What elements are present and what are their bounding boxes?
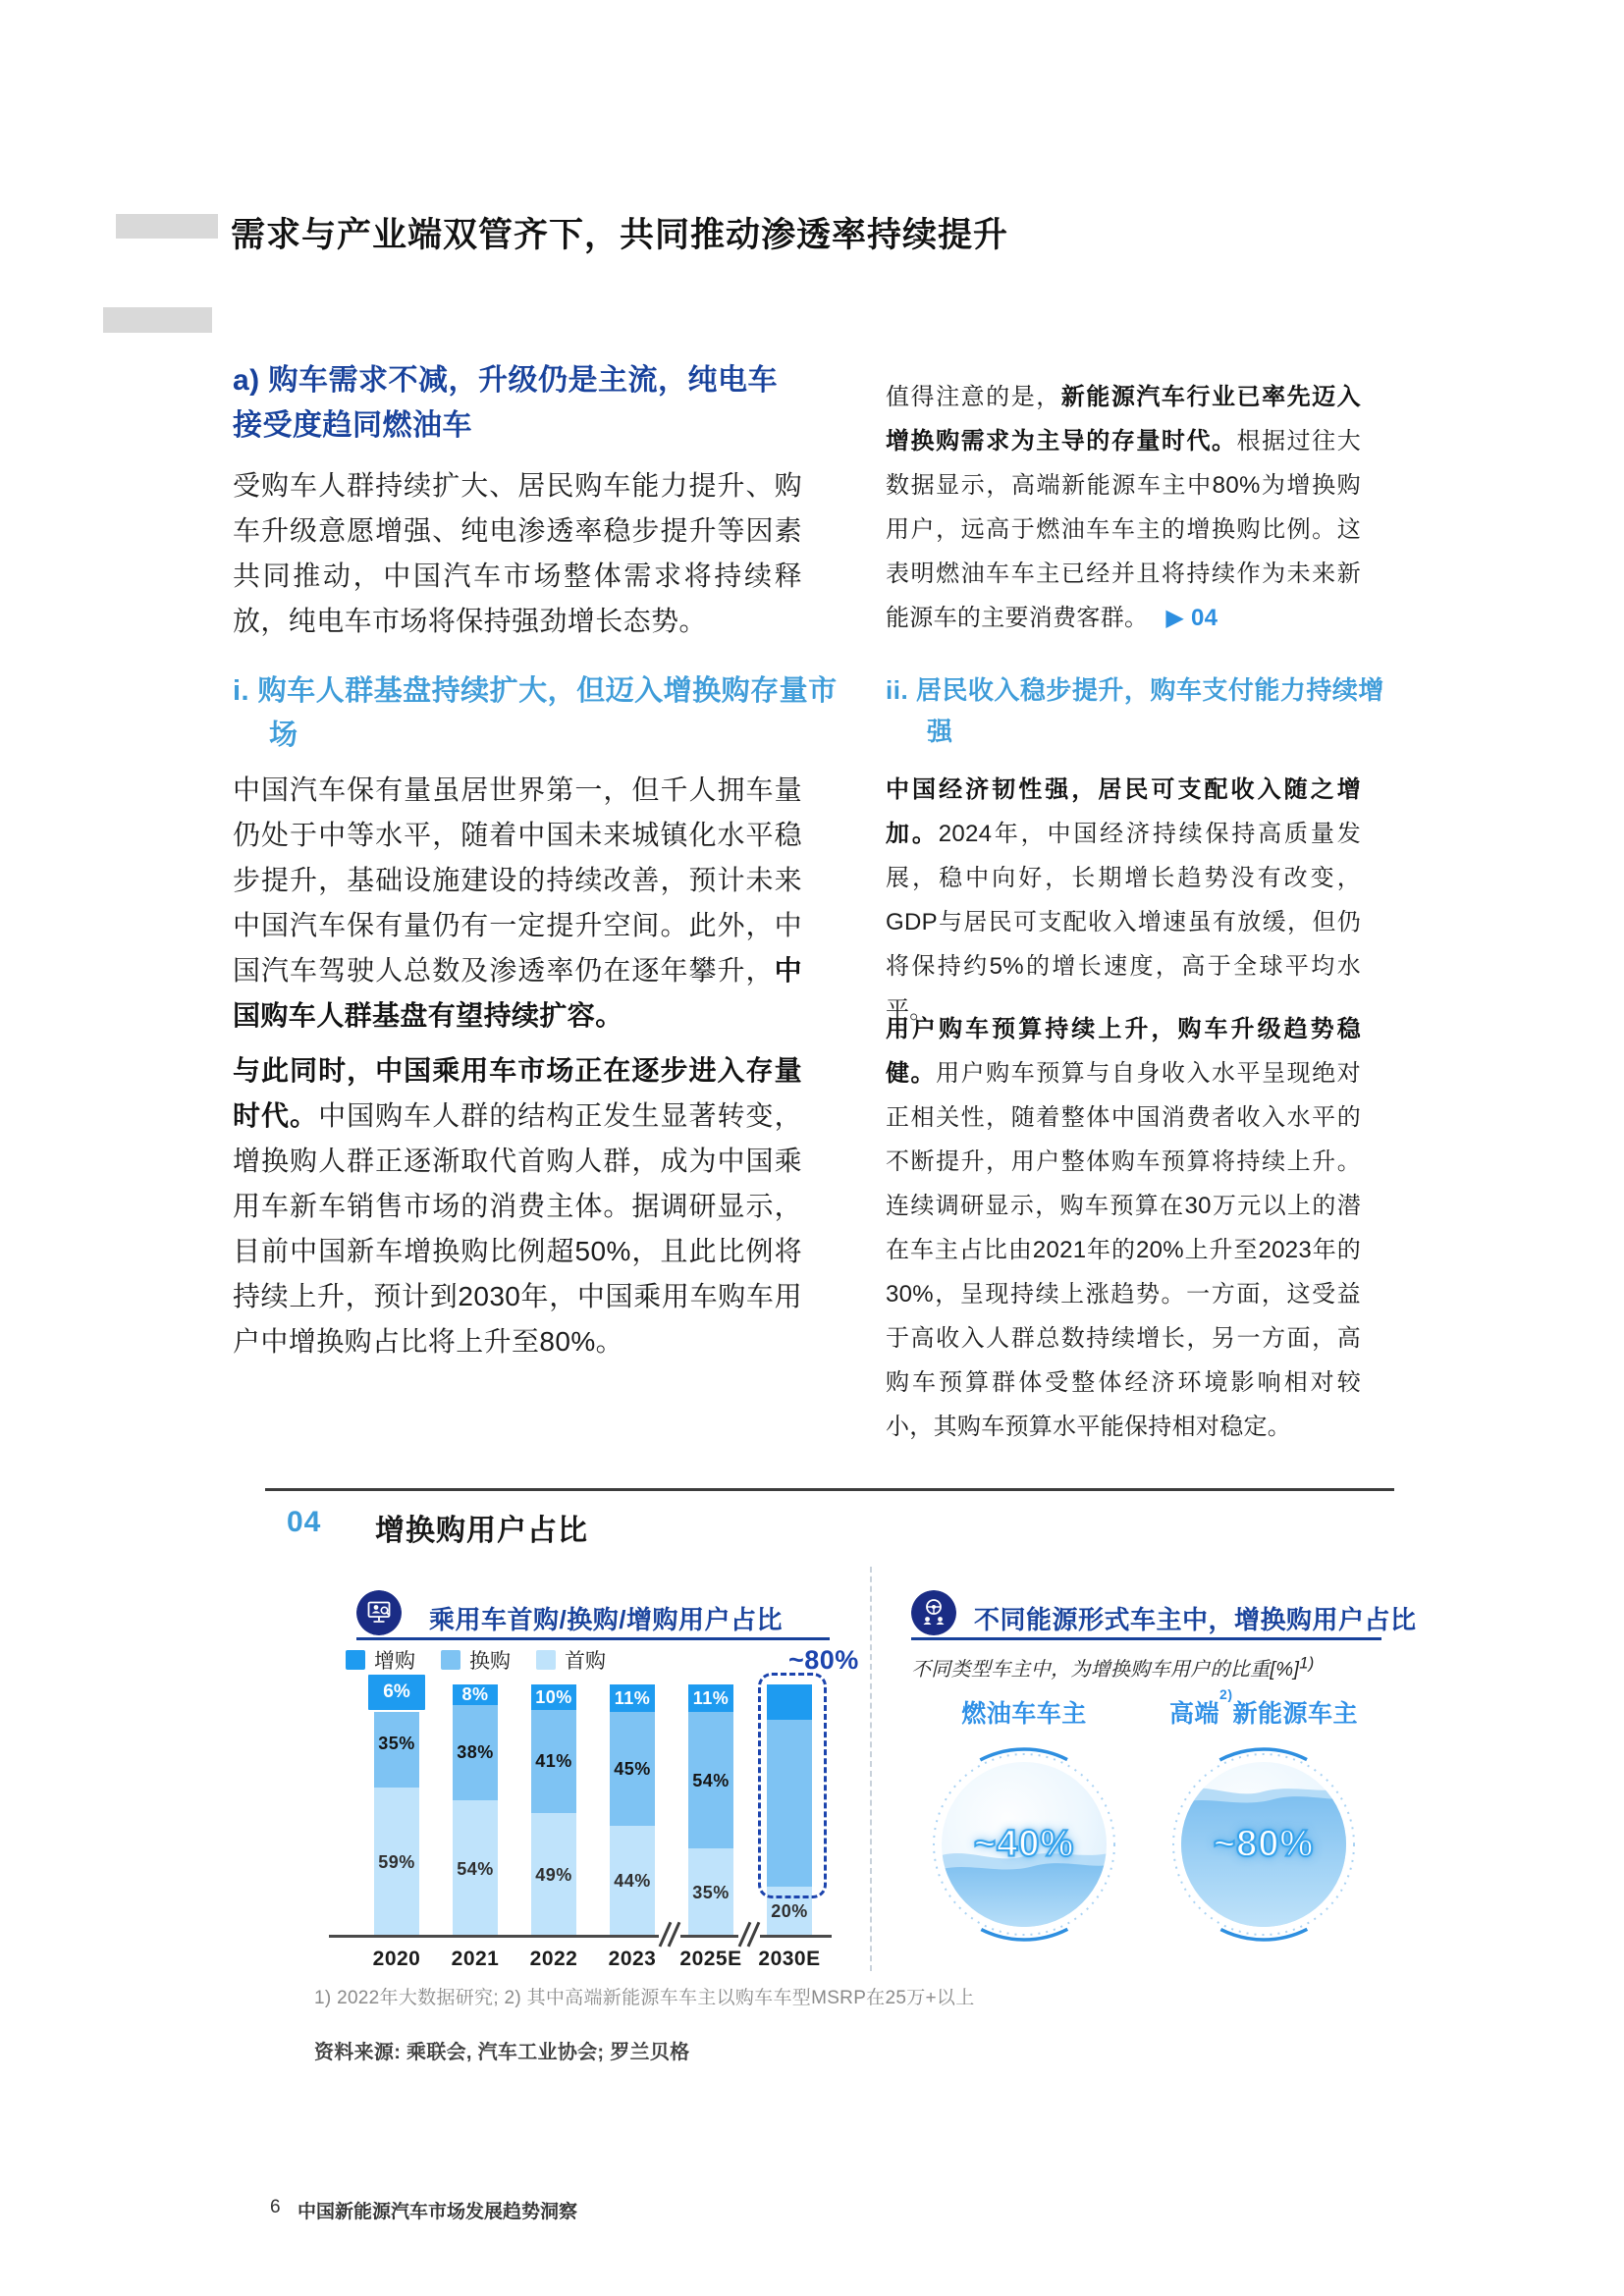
heading-a: a) 购车需求不减，升级仍是主流，纯电车接受度趋同燃油车 xyxy=(233,364,779,442)
left-paragraph-1: 受购车人群持续扩大、居民购车能力提升、购车升级意愿增强、纯电渗透率稳步提升等因素共同推动，中国汽车市场整体需求将持续释放，纯电车市场将保持强劲增长态势。 xyxy=(233,470,802,636)
legend-item xyxy=(346,1645,415,1675)
bar-segment-首购: 44% xyxy=(610,1826,655,1937)
axis-break-icon xyxy=(659,1924,680,1946)
left-p2-bold: 中国购车人群基盘有望持续扩容。 xyxy=(233,955,802,1031)
right-paragraph-1 xyxy=(886,375,1361,640)
figure-title: 增换购用户占比 xyxy=(375,1515,588,1547)
bar-segment-换购: 41% xyxy=(531,1710,576,1813)
bar-segment-首购: 49% xyxy=(531,1813,576,1937)
legend-swatch-icon xyxy=(346,1650,365,1670)
left-panel-underline xyxy=(356,1637,830,1640)
right-panel-title: 不同能源形式车主中，增换购用户占比 xyxy=(974,1605,1417,1634)
figure-04-reference[interactable]: ▶ 04 xyxy=(1165,605,1218,631)
gauge-label-text: 高端 xyxy=(1169,1700,1220,1728)
page-title: 需求与产业端双管齐下，共同推动渗透率持续提升 xyxy=(231,216,1009,254)
x-axis-label: 2023 xyxy=(608,1948,657,1970)
bar-2023 xyxy=(610,1684,655,1937)
gauge-fuel-owners xyxy=(941,1694,1108,1928)
bar-2020-top-label-chip: 6% xyxy=(366,1673,427,1712)
deco-bar-bottom xyxy=(103,307,212,333)
left-paragraph-2 xyxy=(233,768,802,1039)
x-axis-label: 2030E xyxy=(758,1948,821,1970)
highlight-dashed-box xyxy=(758,1673,827,1898)
bar-segment-增购: 10% xyxy=(531,1684,576,1710)
gauge-fuel-label xyxy=(941,1694,1108,1730)
bar-segment-增购: 11% xyxy=(688,1684,733,1712)
left-p3-bold: 与此同时，中国乘用车市场正在逐步进入存量时代。 xyxy=(233,1055,802,1131)
right-paragraph-2 xyxy=(886,768,1361,1033)
bar-segment-换购: 54% xyxy=(688,1712,733,1848)
figure-number: 04 xyxy=(287,1506,322,1538)
right-p3-bold: 用户购车预算持续上升，购车升级趋势稳健。 xyxy=(886,1016,1361,1087)
bar-chart-xlabels xyxy=(372,1948,821,1971)
figure-top-rule xyxy=(265,1488,1394,1491)
legend-label: 增购 xyxy=(374,1650,415,1673)
water-gauge-80 xyxy=(1180,1761,1347,1928)
panel-divider xyxy=(870,1567,872,1971)
right-p1-bold: 新能源汽车行业已率先迈入增换购需求为主导的存量时代。 xyxy=(886,384,1361,454)
page-number: 6 xyxy=(270,2197,281,2217)
bar-2022 xyxy=(531,1684,576,1937)
heading-i: i. 购车人群基盘持续扩大，但迈入增换购存量市场 xyxy=(233,675,838,751)
gauge-label-text: 燃油车车主 xyxy=(961,1700,1087,1728)
bar-segment-首购: 35% xyxy=(688,1848,733,1937)
bar-2021 xyxy=(453,1684,498,1937)
right-paragraph-3 xyxy=(886,1007,1361,1449)
bar-segment-增购: 8% xyxy=(453,1684,498,1705)
legend-item xyxy=(536,1645,606,1675)
gauge-label-sup: 2) xyxy=(1219,1686,1233,1702)
x-axis-label: 2025E xyxy=(679,1948,742,1970)
footer-doc-title: 中国新能源汽车市场发展趋势洞察 xyxy=(298,2202,578,2222)
gauge-nev-value: ~80% xyxy=(1213,1823,1315,1865)
bar-segment-增购: 11% xyxy=(610,1684,655,1712)
bar-2025E xyxy=(688,1684,733,1937)
right-p3-main: 用户购车预算与自身收入水平呈现绝对正相关性，随着整体中国消费者收入水平的不断提升，用户整体购车预算将持续上升。连续调研显示，购车预算在30万元以上的潜在车主占比由2021年的20%上升至2023年的30%，呈现持续上涨趋势。一方面，这受益于高收入人群总数持续增长，另一方面，高购车预算群体受整体经济环境影响相对较小，其购车预算水平能保持相对稳定。 xyxy=(886,1060,1361,1440)
right-panel-underline xyxy=(911,1637,1381,1640)
right-p1-lead: 值得注意的是， xyxy=(886,384,1061,410)
bar-segment-首购: 20% xyxy=(767,1887,812,1937)
monitor-search-icon xyxy=(356,1590,402,1635)
x-axis-label: 2020 xyxy=(372,1948,421,1970)
x-axis-label: 2021 xyxy=(451,1948,500,1970)
legend-item xyxy=(441,1645,511,1675)
heading-ii: ii. 居民收入稳步提升，购车支付能力持续增强 xyxy=(886,675,1384,746)
figure-footnote: 1) 2022年大数据研究; 2) 其中高端新能源车车主以购车车型MSRP在25万+以上 xyxy=(314,1988,975,2008)
gauge-label-text: 新能源车主 xyxy=(1232,1700,1358,1728)
legend-swatch-icon xyxy=(441,1650,460,1670)
x-axis-label: 2022 xyxy=(529,1948,578,1970)
legend-label: 换购 xyxy=(469,1650,511,1673)
subtitle-superscript: 1) xyxy=(1299,1653,1315,1673)
bar-segment-换购: 35% xyxy=(374,1700,419,1789)
axis-break-icon xyxy=(738,1924,760,1946)
steering-wheel-icon xyxy=(911,1590,956,1635)
bar-chart-legend xyxy=(346,1645,606,1675)
legend-label: 首购 xyxy=(565,1650,606,1673)
bar-segment-首购: 54% xyxy=(453,1800,498,1937)
legend-swatch-icon xyxy=(536,1650,556,1670)
water-gauge-40 xyxy=(941,1761,1108,1928)
bar-2020 xyxy=(374,1684,419,1937)
left-p3-main: 中国购车人群的结构正发生显著转变，增换购人群正逐渐取代首购人群，成为中国乘用车新车销售市场的消费主体。据调研显示，目前中国新车增换购比例超50%，且此比例将持续上升，预计到2030年，中国乘用车购车用户中增换购占比将上升至80%。 xyxy=(233,1100,802,1357)
right-p2-main: 2024年，中国经济持续保持高质量发展，稳中向好，长期增长趋势没有改变，GDP与居民可支配收入增速虽有放缓，但仍将保持约5%的增长速度，高于全球平均水平。 xyxy=(886,821,1361,1024)
bar-segment-换购: 38% xyxy=(453,1705,498,1801)
bar-segment-首购: 59% xyxy=(374,1788,419,1937)
deco-bar-top xyxy=(116,214,218,239)
left-panel-title: 乘用车首购/换购/增购用户占比 xyxy=(429,1605,783,1634)
gauge-fuel-value: ~40% xyxy=(973,1823,1075,1865)
gauge-nev-owners xyxy=(1169,1686,1358,1928)
figure-source: 资料来源: 乘联会, 汽车工业协会; 罗兰贝格 xyxy=(314,2042,690,2063)
highlight-annotation: ~80% xyxy=(788,1645,859,1675)
subtitle-text: 不同类型车主中，为增换购车用户的比重[%] xyxy=(911,1659,1300,1681)
bar-segment-换购: 45% xyxy=(610,1712,655,1826)
left-p2-main: 中国汽车保有量虽居世界第一，但千人拥车量仍处于中等水平，随着中国未来城镇化水平稳步提升，基础设施建设的持续改善，预计未来中国汽车保有量仍有一定提升空间。此外，中国汽车驾驶人总数及渗透率仍在逐年攀升， xyxy=(233,774,802,986)
left-paragraph-3 xyxy=(233,1048,802,1364)
right-p1-main: 根据过往大数据显示，高端新能源车主中80%为增换购用户，远高于燃油车车主的增换购比例。这表明燃油车车主已经并且将持续作为未来新能源车的主要消费客群。 xyxy=(886,428,1362,631)
gauge-nev-label xyxy=(1169,1686,1358,1730)
right-p2-bold: 中国经济韧性强，居民可支配收入随之增加。 xyxy=(886,776,1361,847)
right-panel-subtitle xyxy=(911,1653,1315,1682)
